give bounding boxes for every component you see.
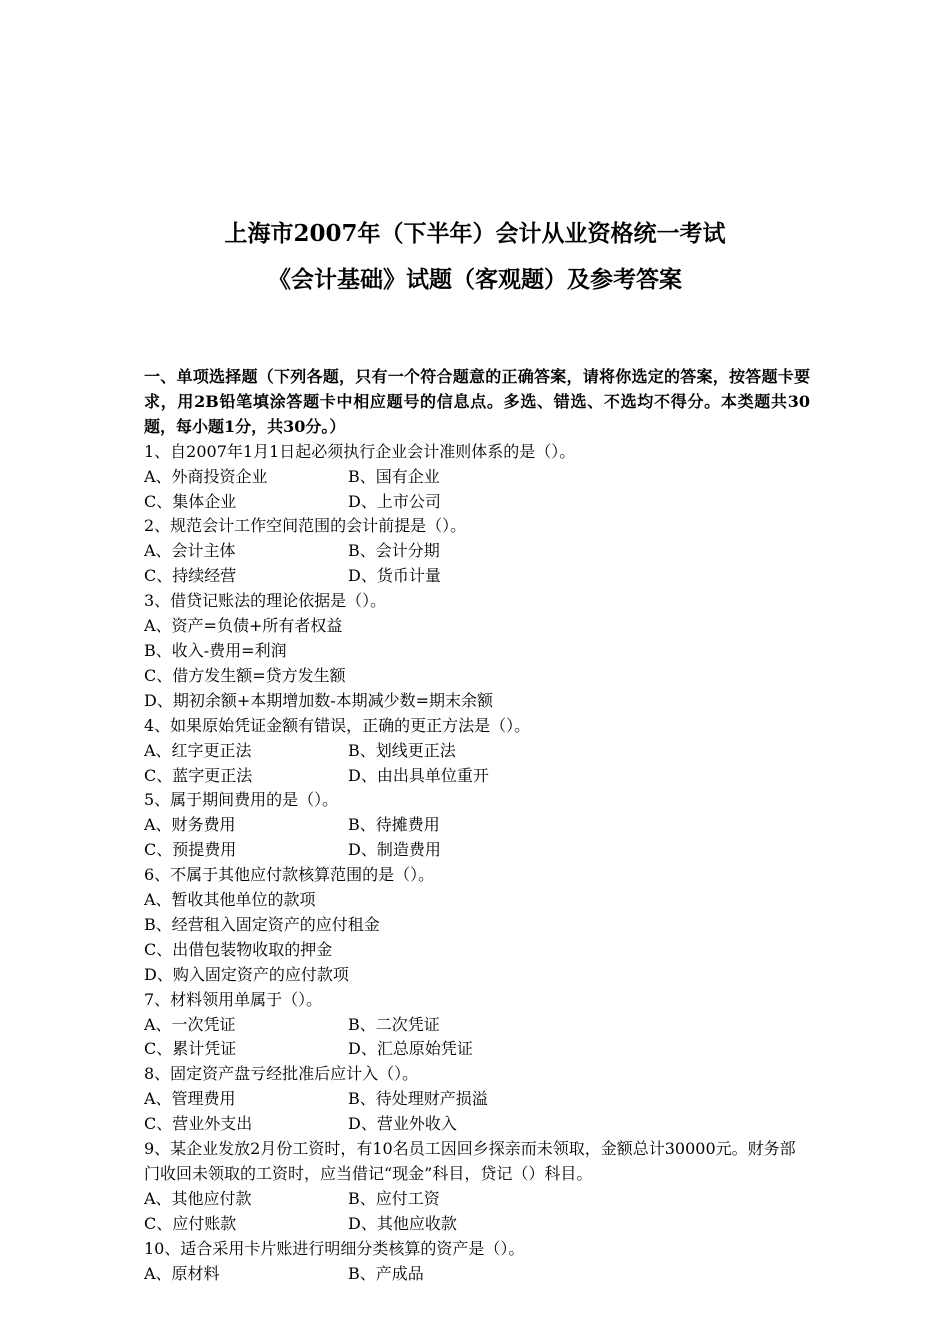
option-row xyxy=(144,1013,810,1038)
option-c: C、蓝字更正法 xyxy=(144,765,253,785)
option-b: B、划线更正法 xyxy=(348,740,456,760)
option-row xyxy=(144,888,810,913)
option-d: D、营业外收入 xyxy=(348,1114,457,1134)
option-row xyxy=(144,739,810,764)
option-a: A、暂收其他单位的款项 xyxy=(144,890,316,910)
document-subtitle: 《会计基础》试题（客观题）及参考答案 xyxy=(268,266,682,293)
option-c: C、应付账款 xyxy=(144,1213,237,1233)
option-c: C、持续经营 xyxy=(144,566,237,586)
question-6: 6、不属于其他应付款核算范围的是（）。 xyxy=(144,865,435,885)
question-4: 4、如果原始凭证金额有错误，正确的更正方法是（）。 xyxy=(144,715,531,735)
option-b: B、经营租入固定资产的应付租金 xyxy=(144,914,380,934)
question-7: 7、材料领用单属于（）。 xyxy=(144,989,323,1009)
option-d: D、其他应收款 xyxy=(348,1213,457,1233)
option-b: B、二次凭证 xyxy=(348,1014,440,1034)
option-d: D、上市公司 xyxy=(348,491,441,511)
option-row xyxy=(144,1087,810,1112)
option-c: C、预提费用 xyxy=(144,840,237,860)
option-b: B、会计分期 xyxy=(348,541,440,561)
option-row xyxy=(144,490,810,515)
option-a: A、红字更正法 xyxy=(144,740,252,760)
option-d: D、货币计量 xyxy=(348,566,441,586)
question-2: 2、规范会计工作空间范围的会计前提是（）。 xyxy=(144,516,467,536)
option-row xyxy=(144,1112,810,1137)
question-5: 5、属于期间费用的是（）。 xyxy=(144,790,339,810)
question-3: 3、借贷记账法的理论依据是（）。 xyxy=(144,591,387,611)
option-a: A、外商投资企业 xyxy=(144,466,268,486)
option-row xyxy=(144,465,810,490)
option-row xyxy=(144,963,810,988)
option-a: A、财务费用 xyxy=(144,815,236,835)
option-row xyxy=(144,1187,810,1212)
question-8: 8、固定资产盘亏经批准后应计入（）。 xyxy=(144,1064,419,1084)
option-c: C、借方发生额=贷方发生额 xyxy=(144,665,346,685)
option-c: C、出借包装物收取的押金 xyxy=(144,939,333,959)
option-a: A、会计主体 xyxy=(144,541,236,561)
question-9: 9、某企业发放2月份工资时，有10名员工因回乡探亲而未领取，金额总计30000元。财务部门收回未领取的工资时，应当借记“现金”科目，贷记（）科目。 xyxy=(144,1139,796,1183)
option-d: D、由出具单位重开 xyxy=(348,765,489,785)
option-row xyxy=(144,938,810,963)
option-row xyxy=(144,689,810,714)
option-b: B、待摊费用 xyxy=(348,815,440,835)
option-b: B、收入-费用=利润 xyxy=(144,640,287,660)
option-row xyxy=(144,1037,810,1062)
option-c: C、累计凭证 xyxy=(144,1039,237,1059)
document-title: 上海市2007年（下半年）会计从业资格统一考试 xyxy=(224,220,726,247)
option-row xyxy=(144,539,810,564)
option-d: D、制造费用 xyxy=(348,840,441,860)
question-10: 10、适合采用卡片账进行明细分类核算的资产是（）。 xyxy=(144,1238,525,1258)
option-a: A、其他应付款 xyxy=(144,1188,252,1208)
option-row xyxy=(144,639,810,664)
option-b: B、待处理财产损溢 xyxy=(348,1089,488,1109)
option-d: D、购入固定资产的应付款项 xyxy=(144,964,349,984)
option-c: C、集体企业 xyxy=(144,491,237,511)
option-a: A、一次凭证 xyxy=(144,1014,236,1034)
option-a: A、管理费用 xyxy=(144,1089,236,1109)
option-b: B、应付工资 xyxy=(348,1188,440,1208)
document-body xyxy=(144,365,810,1287)
option-row xyxy=(144,764,810,789)
option-a: A、资产=负债+所有者权益 xyxy=(144,616,343,636)
option-d: D、期初余额+本期增加数-本期减少数=期末余额 xyxy=(144,690,494,710)
option-row xyxy=(144,813,810,838)
option-b: B、产成品 xyxy=(348,1263,424,1283)
option-row xyxy=(144,1262,810,1287)
option-a: A、原材料 xyxy=(144,1263,220,1283)
option-d: D、汇总原始凭证 xyxy=(348,1039,473,1059)
option-row xyxy=(144,913,810,938)
section-instructions: 一、单项选择题（下列各题，只有一个符合题意的正确答案，请将你选定的答案，按答题卡要求，用2B铅笔填涂答题卡中相应题号的信息点。多选、错选、不选均不得分。本类题共30题，每小题1分，共30分。） xyxy=(144,367,810,436)
question-1: 1、自2007年1月1日起必须执行企业会计准则体系的是（）。 xyxy=(144,441,576,461)
option-b: B、国有企业 xyxy=(348,466,440,486)
option-row xyxy=(144,1212,810,1237)
option-row xyxy=(144,664,810,689)
option-c: C、营业外支出 xyxy=(144,1114,253,1134)
option-row xyxy=(144,838,810,863)
option-row xyxy=(144,614,810,639)
option-row xyxy=(144,564,810,589)
title-block xyxy=(0,222,950,292)
